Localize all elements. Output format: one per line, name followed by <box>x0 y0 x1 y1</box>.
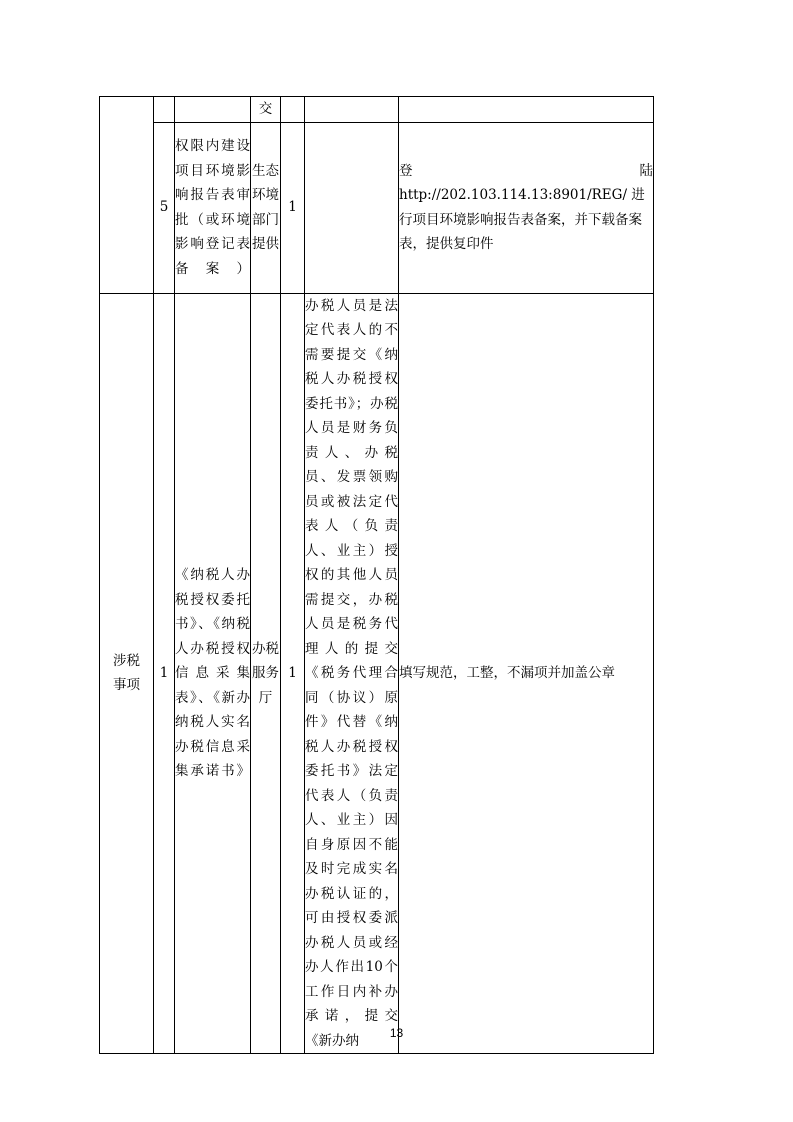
category-cell <box>100 293 154 1054</box>
material-cell: 权限内建设项目环境影响报告表审批（或环境影响登记表备案） <box>175 122 251 293</box>
dept-cell: 生态环境部门提供 <box>251 122 281 293</box>
count-cell: 1 <box>281 122 305 293</box>
material-cell: 《纳税人办税授权委托书》、《纳税人办税授权信息采集表》、《新办纳税人实名办税信息采集承诺书》 <box>175 293 251 1054</box>
note-word: 登 <box>399 162 413 179</box>
category-cell-empty <box>100 97 154 294</box>
count-cell: 1 <box>281 293 305 1054</box>
num-cell: 5 <box>154 122 175 293</box>
materials-table <box>99 96 654 1054</box>
category-line: 事项 <box>113 677 140 694</box>
requirements-cell <box>305 122 399 293</box>
page-number: 13 <box>389 1026 404 1040</box>
dept-cell: 办税服务厅 <box>251 293 281 1054</box>
note-cell: 填写规范，工整，不漏项并加盖公章 <box>399 293 654 1054</box>
note-text: http://202.103.114.13:8901/REG/ 进行项目环境影响报告表备案，并下载备案表，提供复印件 <box>399 187 645 252</box>
note-word: 陆 <box>639 162 653 179</box>
num-cell <box>154 97 175 123</box>
requirements-cell <box>305 97 399 123</box>
table-row-env <box>100 122 654 293</box>
count-cell <box>281 97 305 123</box>
dept-cell: 交 <box>251 97 281 123</box>
table-row-tax <box>100 293 654 1054</box>
note-cell <box>399 122 654 293</box>
note-cell <box>399 97 654 123</box>
note-first-line <box>399 159 653 184</box>
category-line: 涉税 <box>113 652 140 669</box>
table-row-continued <box>100 97 654 123</box>
requirements-cell: 办税人员是法定代表人的不需要提交《纳税人办税授权委托书》；办税人员是财务负责人、办税员、发票领购员或被法定代表人（负责人、业主）授权的其他人员需提交，办税人员是税务代理人的提交《税务代理合同（协议）原件》代替《纳税人办税授权委托书》法定代表人（负责人、业主）因自身原因不能及时完成实名办税认证的，可由授权委派办税人员或经办人作出10个工作日内补办承诺，提交《新办纳 <box>305 293 399 1054</box>
material-cell <box>175 97 251 123</box>
num-cell: 1 <box>154 293 175 1054</box>
